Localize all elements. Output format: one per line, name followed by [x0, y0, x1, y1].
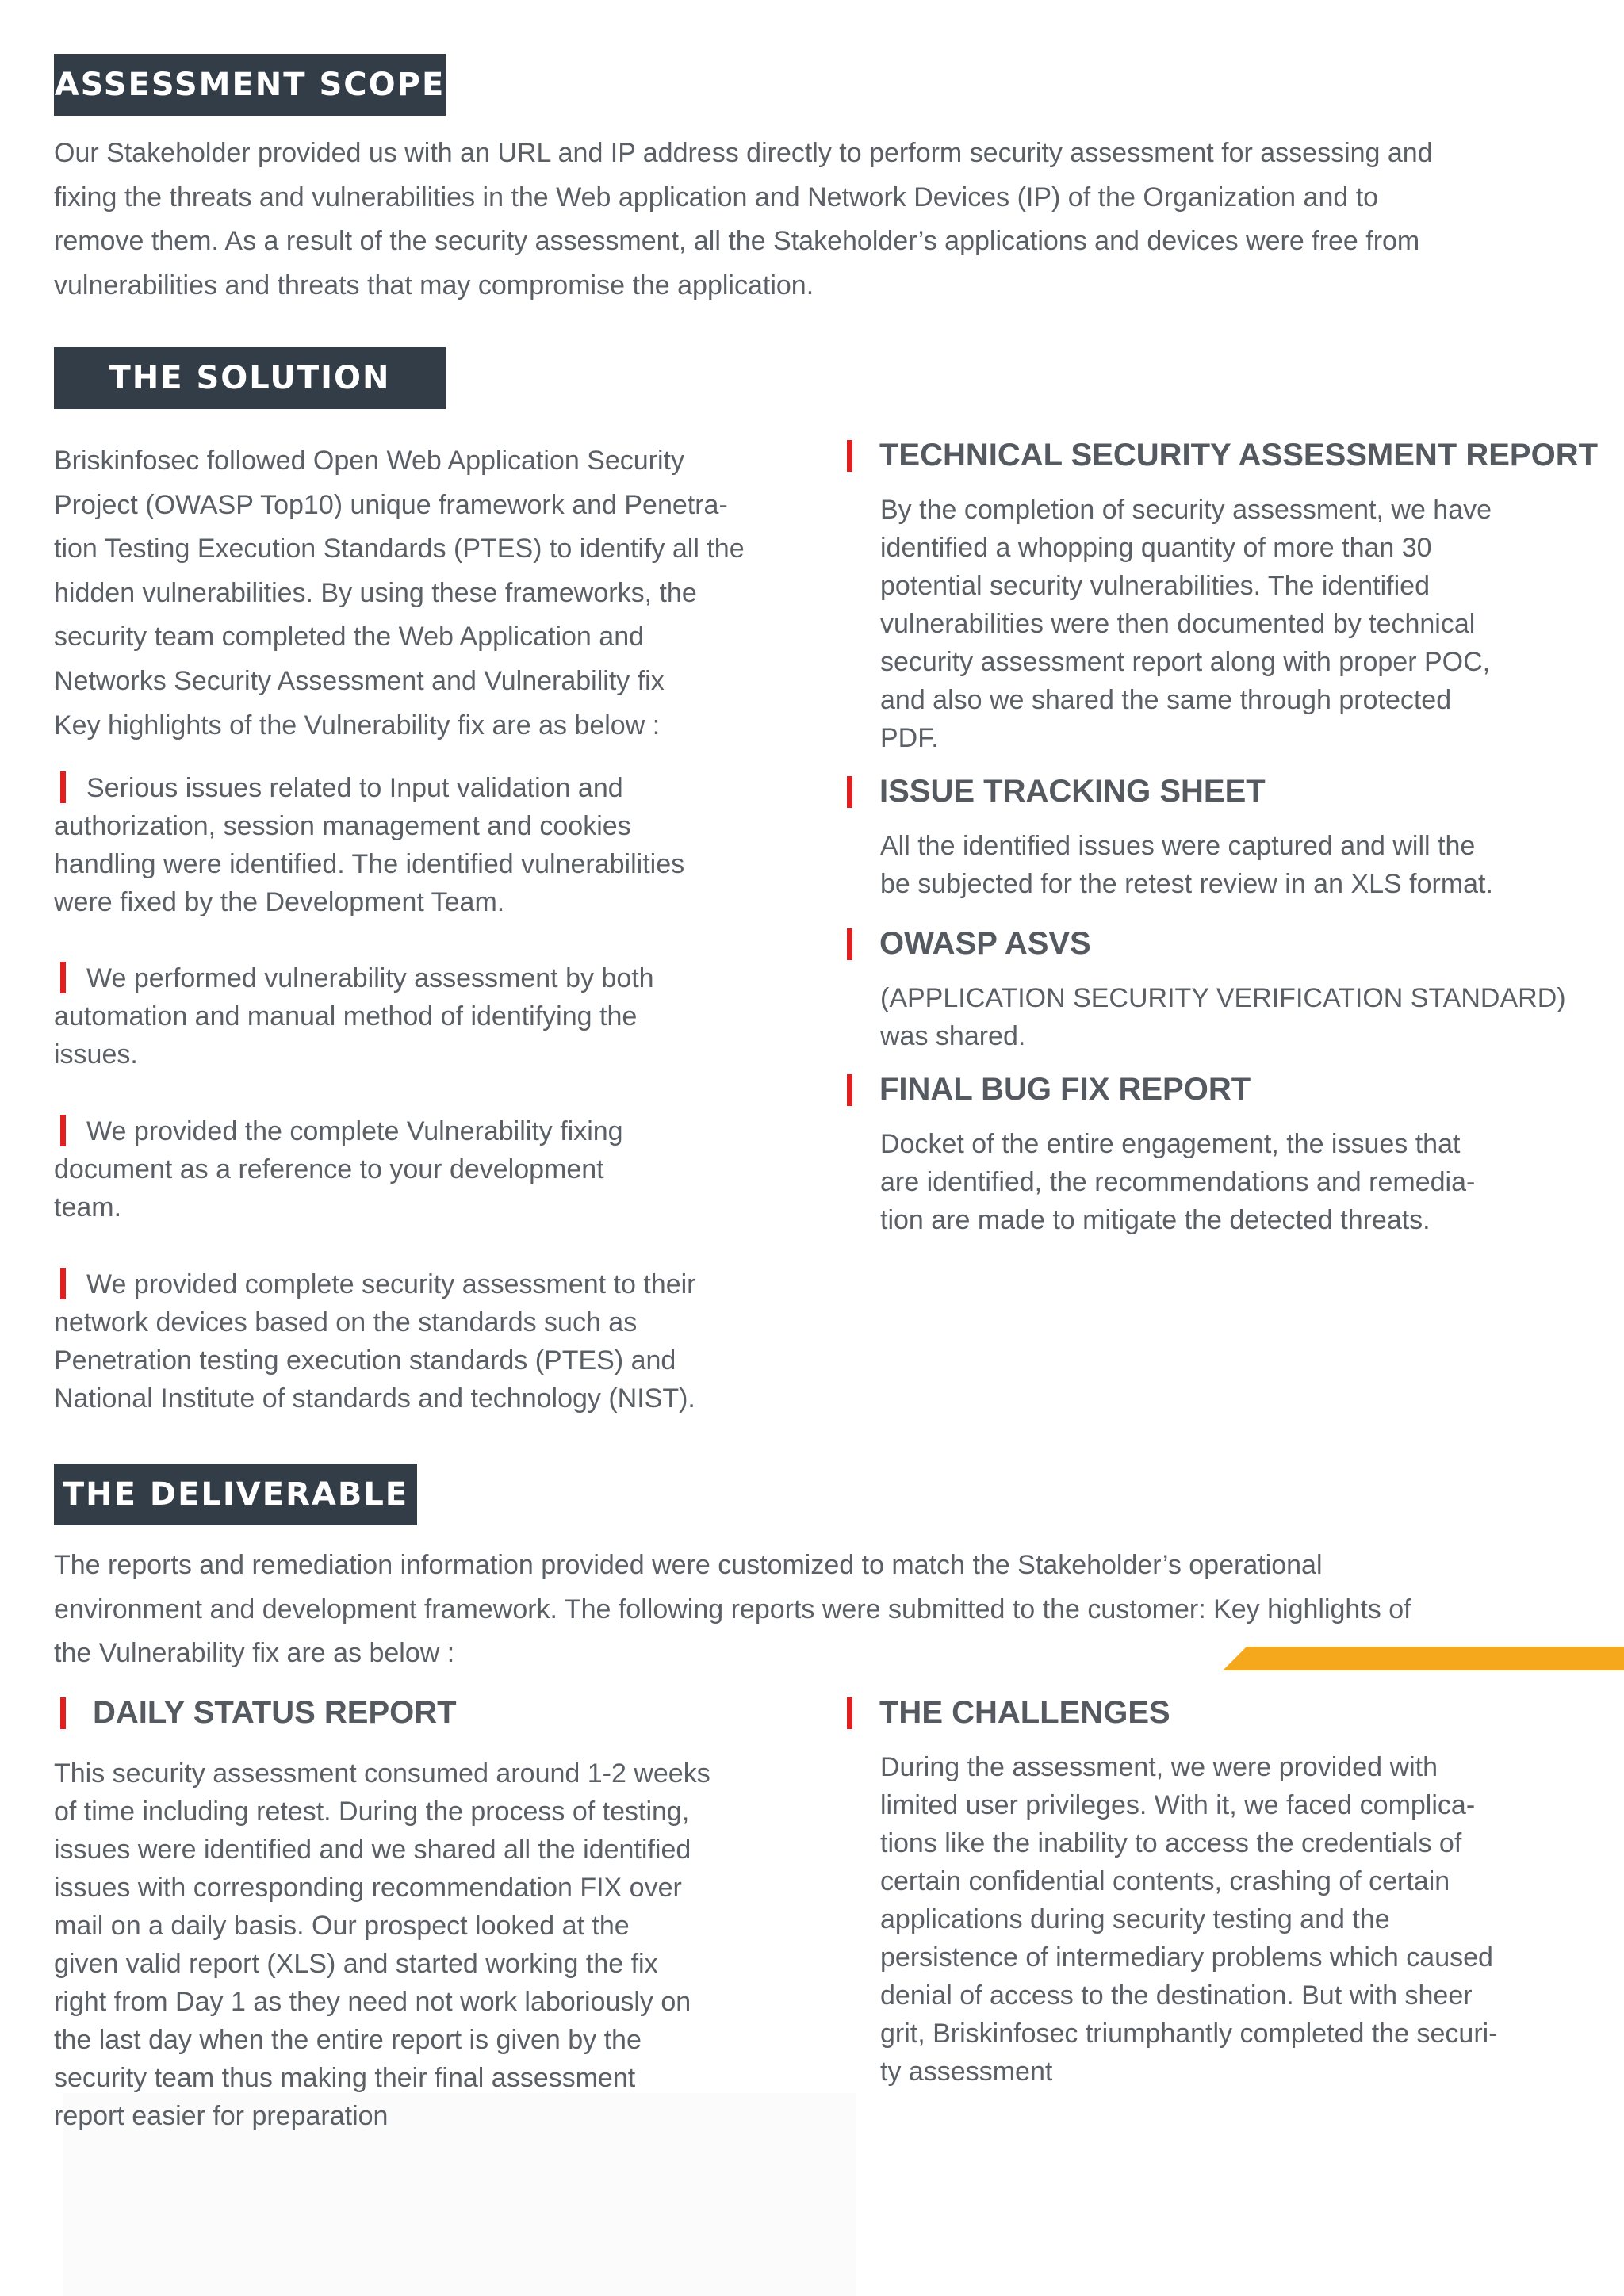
bullet-line: Serious issues related to Input validation and	[86, 773, 623, 803]
red-marker	[847, 776, 852, 808]
challenges-text	[880, 1748, 1610, 2091]
body-line: By the completion of security assessment, we have	[880, 495, 1492, 525]
body-line: vulnerabilities were then documented by technical	[880, 609, 1476, 639]
bullet-line: We provided complete security assessment to their	[86, 1269, 696, 1299]
body-line: PDF.	[880, 723, 939, 753]
issue-tracking-title	[847, 774, 1266, 809]
solution-bullet-3	[54, 1112, 815, 1226]
owasp-asvs-title	[847, 926, 1091, 962]
section-title: ISSUE TRACKING SHEET	[879, 774, 1266, 809]
solution-intro-line: tion Testing Execution Standards (PTES) to identify all the	[54, 534, 745, 564]
solution-bullet-1	[54, 769, 815, 921]
body-line: mail on a daily basis. Our prospect looked at the	[54, 1911, 630, 1941]
solution-intro-line: Briskinfosec followed Open Web Application Security	[54, 446, 684, 476]
issue-tracking-text	[880, 827, 1610, 903]
red-marker	[847, 928, 852, 960]
technical-report-text	[880, 491, 1610, 757]
assessment-scope-heading: ASSESSMENT SCOPE	[54, 54, 446, 116]
body-line: (APPLICATION SECURITY VERIFICATION STANDARD)	[880, 983, 1566, 1013]
deliverable-heading: THE DELIVERABLE	[54, 1464, 417, 1525]
section-title: FINAL BUG FIX REPORT	[879, 1072, 1251, 1107]
red-marker	[60, 771, 66, 803]
body-line: tion are made to mitigate the detected threats.	[880, 1205, 1431, 1235]
scope-line: Our Stakeholder provided us with an URL and IP address directly to perform security assessment for assessing and	[54, 138, 1433, 168]
section-title: DAILY STATUS REPORT	[93, 1695, 457, 1730]
technical-report-title	[847, 438, 1598, 473]
body-line: persistence of intermediary problems which caused	[880, 1942, 1493, 1973]
red-marker	[60, 1268, 66, 1299]
body-line: security assessment report along with proper POC,	[880, 647, 1491, 677]
body-line: ty assessment	[880, 2057, 1053, 2087]
body-line: security team thus making their final assessment	[54, 2063, 636, 2093]
red-marker	[847, 440, 852, 472]
scope-line: remove them. As a result of the security assessment, all the Stakeholder’s applications and devices were free from	[54, 226, 1420, 256]
solution-intro-line: Networks Security Assessment and Vulnerability fix	[54, 665, 665, 696]
body-line: given valid report (XLS) and started working the fix	[54, 1949, 658, 1979]
daily-status-text	[54, 1755, 839, 2135]
solution-bullet-4	[54, 1265, 831, 1418]
body-line: issues with corresponding recommendation FIX over	[54, 1873, 682, 1903]
body-line: During the assessment, we were provided with	[880, 1752, 1438, 1782]
body-line: certain confidential contents, crashing of certain	[880, 1866, 1450, 1896]
red-marker	[60, 1697, 66, 1729]
yellow-accent-strip	[1223, 1647, 1624, 1670]
bullet-line: document as a reference to your development	[54, 1154, 604, 1184]
section-title: TECHNICAL SECURITY ASSESSMENT REPORT	[879, 438, 1599, 473]
challenges-title	[847, 1695, 1170, 1731]
body-line: identified a whopping quantity of more than 30	[880, 533, 1432, 563]
bullet-line: network devices based on the standards such as	[54, 1307, 638, 1337]
deliverable-line: The reports and remediation information provided were customized to match the Stakeholder’s operational	[54, 1550, 1323, 1580]
body-line: the last day when the entire report is given by the	[54, 2025, 642, 2055]
bullet-line: We performed vulnerability assessment by both	[86, 963, 654, 993]
red-marker	[847, 1697, 852, 1729]
bullet-line: team.	[54, 1192, 122, 1223]
body-line: tions like the inability to access the credentials of	[880, 1828, 1462, 1858]
body-line: of time including retest. During the process of testing,	[54, 1797, 690, 1827]
bullet-line: authorization, session management and cookies	[54, 811, 631, 841]
body-line: be subjected for the retest review in an XLS format.	[880, 869, 1493, 899]
red-marker	[60, 1115, 66, 1146]
body-line: and also we shared the same through protected	[880, 685, 1452, 715]
daily-status-title	[54, 1695, 457, 1731]
body-line: Docket of the entire engagement, the issues that	[880, 1129, 1461, 1159]
red-marker	[60, 962, 66, 993]
solution-heading: THE SOLUTION	[54, 347, 446, 409]
bullet-line: handling were identified. The identified vulnerabilities	[54, 849, 685, 879]
final-bug-fix-title	[847, 1072, 1251, 1108]
body-line: limited user privileges. With it, we faced complica-	[880, 1790, 1476, 1820]
body-line: issues were identified and we shared all the identified	[54, 1835, 691, 1865]
body-line: applications during security testing and the	[880, 1904, 1390, 1934]
bullet-line: issues.	[54, 1039, 138, 1070]
body-line: report easier for preparation	[54, 2101, 389, 2131]
body-line: potential security vulnerabilities. The identified	[880, 571, 1430, 601]
scope-line: fixing the threats and vulnerabilities in the Web application and Network Devices (IP) of the Organization and to	[54, 182, 1379, 212]
bullet-line: We provided the complete Vulnerability fixing	[86, 1116, 623, 1146]
assessment-scope-text	[54, 132, 1592, 308]
body-line: are identified, the recommendations and remedia-	[880, 1167, 1476, 1197]
body-line: denial of access to the destination. But with sheer	[880, 1980, 1473, 2011]
scope-line: vulnerabilities and threats that may compromise the application.	[54, 270, 814, 300]
body-line: All the identified issues were captured and will the	[880, 831, 1476, 861]
solution-intro	[54, 439, 815, 703]
solution-bullet-2	[54, 959, 815, 1073]
deliverable-line: the Vulnerability fix are as below :	[54, 1638, 455, 1668]
body-line: grit, Briskinfosec triumphantly completed the securi-	[880, 2019, 1498, 2049]
section-title: OWASP ASVS	[879, 926, 1091, 961]
solution-intro-line: Project (OWASP Top10) unique framework and Penetra-	[54, 489, 728, 520]
final-bug-fix-text	[880, 1125, 1610, 1239]
owasp-asvs-text	[880, 979, 1610, 1055]
bullet-line: Penetration testing execution standards (PTES) and	[54, 1345, 676, 1376]
body-line: This security assessment consumed around 1-2 weeks	[54, 1758, 710, 1789]
section-title: THE CHALLENGES	[879, 1695, 1170, 1730]
bullet-line: National Institute of standards and technology (NIST).	[54, 1383, 695, 1414]
solution-intro-line: security team completed the Web Application and	[54, 622, 645, 652]
key-highlights-label: Key highlights of the Vulnerability fix are as below :	[54, 710, 661, 740]
bullet-line: were fixed by the Development Team.	[54, 887, 505, 917]
red-marker	[847, 1074, 852, 1106]
bullet-line: automation and manual method of identifying the	[54, 1001, 638, 1031]
solution-intro-line: hidden vulnerabilities. By using these frameworks, the	[54, 577, 697, 608]
body-line: right from Day 1 as they need not work laboriously on	[54, 1987, 691, 2017]
deliverable-line: environment and development framework. The following reports were submitted to the customer: Key highlights of	[54, 1594, 1411, 1624]
body-line: was shared.	[880, 1021, 1026, 1051]
